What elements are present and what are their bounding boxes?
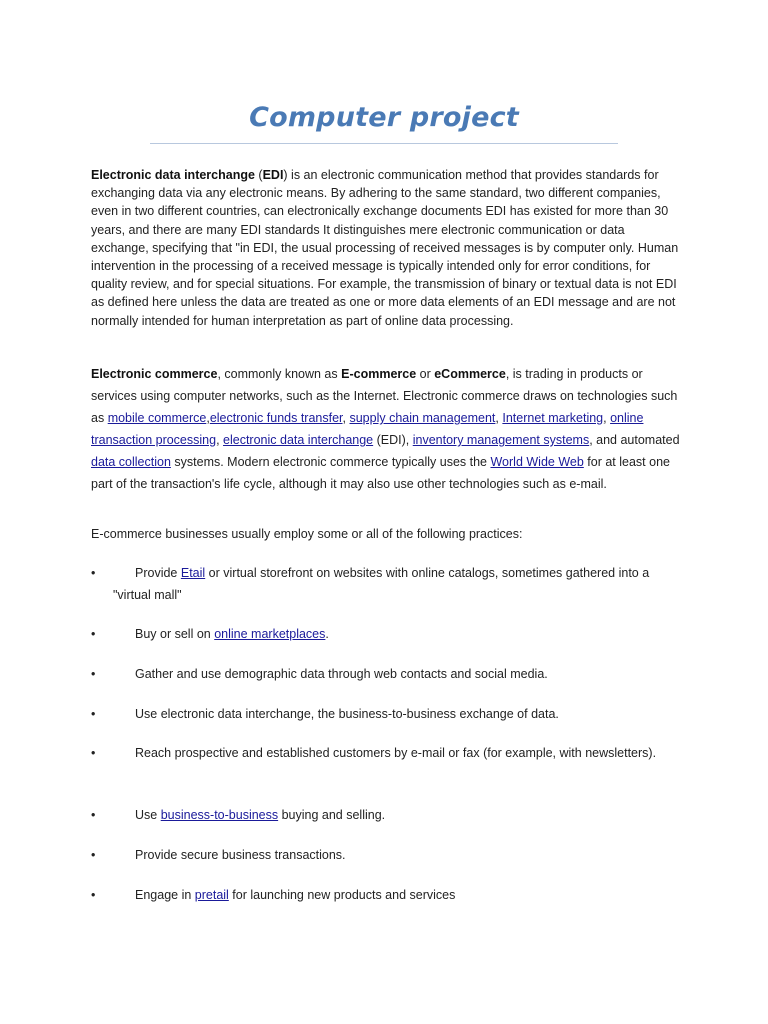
bullet: •: [91, 808, 96, 822]
bullet: •: [91, 627, 96, 641]
paragraph-edi: [91, 166, 681, 330]
link-world-wide-web[interactable]: World Wide Web: [490, 455, 584, 469]
paragraph-ecommerce: [91, 363, 681, 495]
bullet: •: [91, 848, 96, 862]
text: ,: [342, 411, 350, 425]
text: ,: [216, 433, 224, 447]
term-e-commerce: E-commerce: [341, 367, 417, 381]
link-internet-marketing[interactable]: Internet marketing: [502, 411, 604, 425]
link-electronic-data-interchange[interactable]: electronic data interchange: [223, 433, 374, 447]
paragraph-practices-intro: E-commerce businesses usually employ some or all of the following practices:: [91, 527, 523, 541]
term-ecommerce: eCommerce: [434, 367, 506, 381]
link-mobile-commerce[interactable]: mobile commerce: [107, 411, 207, 425]
text: Reach prospective and established customers by e-mail or fax (for example, with newsletters).: [135, 746, 657, 760]
bullet: •: [91, 566, 96, 580]
text: ,: [603, 411, 611, 425]
term-electronic-commerce: Electronic commerce: [91, 367, 218, 381]
text: Provide: [135, 566, 181, 580]
text: or virtual storefront on websites with online catalogs, sometimes gathered into a "virtual mall": [113, 566, 650, 602]
text: .: [325, 627, 329, 641]
text: Use electronic data interchange, the business-to-business exchange of data.: [135, 707, 559, 721]
text: systems. Modern electronic commerce typically uses the: [170, 455, 491, 469]
text: (EDI),: [373, 433, 413, 447]
link-supply-chain-management[interactable]: supply chain management: [349, 411, 496, 425]
title-underline: [150, 143, 618, 144]
text: (: [254, 168, 263, 182]
term-edi: Electronic data interchange: [91, 168, 255, 182]
link-online-transaction-processing[interactable]: online transaction processing: [91, 411, 644, 447]
link-etail[interactable]: Etail: [180, 566, 206, 580]
text: Buy or sell on: [135, 627, 215, 641]
link-electronic-funds-transfer[interactable]: electronic funds transfer: [209, 411, 343, 425]
link-data-collection[interactable]: data collection: [91, 455, 171, 469]
page-title: Computer project: [249, 102, 519, 133]
text: or: [416, 367, 435, 381]
text: ) is an electronic communication method that provides standards for exchanging data via any electronic means. By adhering to the same standard, two different companies, even in two different countries, can electronically exchange documents EDI has existed for more than 30 years, and there are many EDI standards It distinguishes mere electronic communication or data exchange, specifying that "in EDI, the usual processing of received messages is by computer only. Human intervention in the processing of a received message is typically intended only for error conditions, for quality review, and for special situations. For example, the transmission of binary or textual data is not EDI as defined here unless the data are treated as one or more data elements of an EDI message and are not normally intended for human interpretation as part of online data processing.: [91, 168, 679, 328]
bullet: •: [91, 667, 96, 681]
bullet: •: [91, 707, 96, 721]
text: , and automated: [589, 433, 680, 447]
text: Engage in: [135, 888, 195, 902]
text: , commonly known as: [217, 367, 342, 381]
link-business-to-business[interactable]: business-to-business: [160, 808, 279, 822]
bullet: •: [91, 888, 96, 902]
text: , is trading in products or services using computer networks, such as the Internet. Electronic commerce draws on technologies such as: [91, 367, 678, 425]
link-pretail[interactable]: pretail: [194, 888, 229, 902]
text: for at least one part of the transaction's life cycle, although it may also use other technologies such as e-mail.: [91, 455, 670, 491]
text: Gather and use demographic data through web contacts and social media.: [135, 667, 548, 681]
link-online-marketplaces[interactable]: online marketplaces: [214, 627, 326, 641]
link-inventory-management-systems[interactable]: inventory management systems: [412, 433, 590, 447]
text: ,: [495, 411, 503, 425]
text: buying and selling.: [278, 808, 386, 822]
text: Provide secure business transactions.: [135, 848, 346, 862]
bullet: •: [91, 746, 96, 760]
text: Use: [135, 808, 161, 822]
text: ,: [206, 411, 210, 425]
term-edi-abbr: EDI: [262, 168, 284, 182]
text: for launching new products and services: [228, 888, 456, 902]
